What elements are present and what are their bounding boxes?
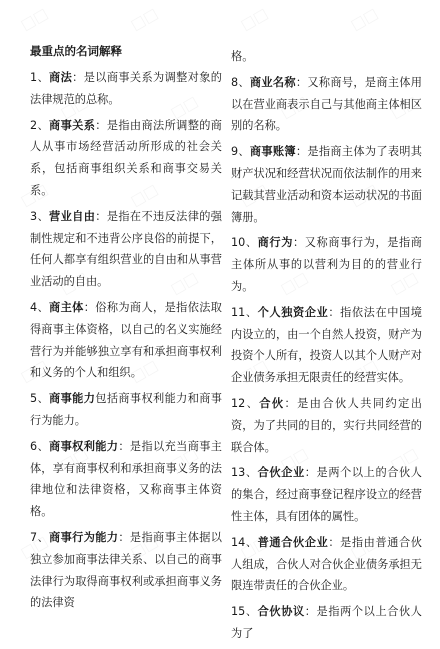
definition-entry [30, 436, 222, 523]
entry-number: 8、 [231, 75, 250, 89]
entry-number: 14、 [231, 535, 258, 549]
entry-number: 15、 [231, 605, 258, 619]
page-title: 最重点的名词解释 [30, 44, 122, 58]
watermark-mark [127, 4, 161, 34]
entry-term: 商事权利能力 [49, 439, 119, 453]
entry-definition: ：又称商事行为，是指商主体所从事的以营利为目的的营业行为。 [231, 236, 422, 293]
entry-term: 商事能力 [49, 392, 96, 406]
entry-number: 7、 [30, 530, 50, 544]
entry-definition: ：是两个以上的合伙人的集合，经过商事登记程序设立的经营性主体，具有团体的属性。 [231, 466, 422, 523]
right-entry-list [231, 72, 422, 645]
entry-number: 3、 [30, 209, 50, 223]
definition-entry [30, 297, 222, 384]
entry-term: 商法 [49, 71, 73, 84]
definition-entry [30, 206, 222, 293]
entry-number: 11、 [231, 305, 258, 319]
entry-definition: ：是由合伙人共同约定出资，为了共同的目的，实行共同经营的联合体。 [231, 396, 422, 454]
definition-entry [30, 67, 222, 111]
entry-term: 商事账簿 [249, 145, 296, 159]
watermark-mark [237, 4, 271, 34]
definition-entry [30, 527, 222, 614]
definition-entry [30, 388, 222, 432]
entry-term: 营业自由 [49, 209, 96, 223]
watermark-mark [347, 4, 381, 34]
entry-number: 9、 [231, 145, 250, 159]
entry-number: 6、 [30, 439, 50, 453]
entry-number: 4、 [30, 300, 50, 314]
entry-definition: ：是指由普通合伙人组成，合伙人对合伙企业债务承担无限连带责任的合伙企业。 [231, 535, 422, 593]
entry-term: 商事行为能力 [49, 530, 119, 544]
definition-entry [231, 302, 422, 389]
entry-number: 5、 [30, 392, 50, 406]
entry-definition: ：是指在不违反法律的强制性规定和不违背公序良俗的前提下，任何人都享有组织营业的自由和从事营业活动的自由。 [30, 209, 222, 289]
entry-term: 普通合伙企业 [257, 535, 329, 549]
entry-term: 合伙协议 [257, 605, 305, 619]
definition-entry [231, 141, 422, 228]
definition-entry [231, 601, 422, 645]
entry-term: 商主体 [49, 300, 84, 314]
definition-entry [231, 532, 422, 597]
entry-definition: ：是指商事主体据以独立参加商事法律关系、以自己的商事法律行为取得商事权利或承担商事义务的法律资 [30, 530, 222, 610]
entry-term: 商行为 [257, 236, 293, 250]
entry-definition: ：是指以充当商事主体，享有商事权利和承担商事义务的法律地位和法律资格，又称商事主体资格。 [30, 439, 222, 519]
right-column [231, 46, 422, 649]
entry-term: 个人独资企业 [257, 305, 329, 319]
entry-definition: 包括商事权利能力和商事行为能力。 [30, 392, 222, 427]
entry-definition: ：是指商主体为了表明其财产状况和经营状况而依法制作的用来记载其营业活动和资本运动状况的书面簿册。 [231, 145, 422, 224]
entry-definition: ：是以商事关系为调整对象的法律规范的总称。 [30, 71, 222, 106]
entry-definition: ：指依法在中国境内设立的，由一个自然人投资，财产为 投资个人所有，投资人以其个人财产对企业债务承担无限责任的经营实体。 [231, 305, 422, 385]
definition-entry [30, 115, 222, 202]
definition-entry [231, 232, 422, 297]
definition-entry [231, 462, 422, 527]
entry-term: 商业名称 [249, 75, 296, 89]
entry-term: 合伙 [259, 396, 285, 410]
entry-term: 合伙企业 [257, 466, 305, 480]
entry-definition: ：又称商号，是商主体用以在营业商表示自己与其他商主体相区别的名称。 [231, 75, 422, 133]
continued-text: 格。 [231, 50, 254, 63]
entry-number: 13、 [231, 466, 258, 480]
definition-entry [231, 393, 422, 458]
left-entry-list [30, 67, 222, 614]
watermark-mark [17, 4, 51, 34]
entry-term: 商事关系 [49, 118, 96, 132]
entry-number: 10、 [231, 236, 258, 250]
left-column [30, 40, 222, 618]
entry-definition: ：俗称为商人，是指依法取得商事主体资格，以自己的名义实施经营行为并能够独立享有和承担商事权利和义务的个人和组织。 [30, 300, 222, 380]
definition-entry [231, 72, 422, 137]
entry-definition: ：是指由商法所调整的商人从事市场经营活动所形成的社会关系，包括商事组织关系和商事交易关系。 [30, 118, 222, 197]
entry-number: 12、 [231, 396, 260, 410]
entry-number: 2、 [30, 118, 50, 132]
entry-definition: ：是指两个以上合伙人为了 [231, 605, 422, 640]
entry-number: 1、 [30, 71, 50, 84]
